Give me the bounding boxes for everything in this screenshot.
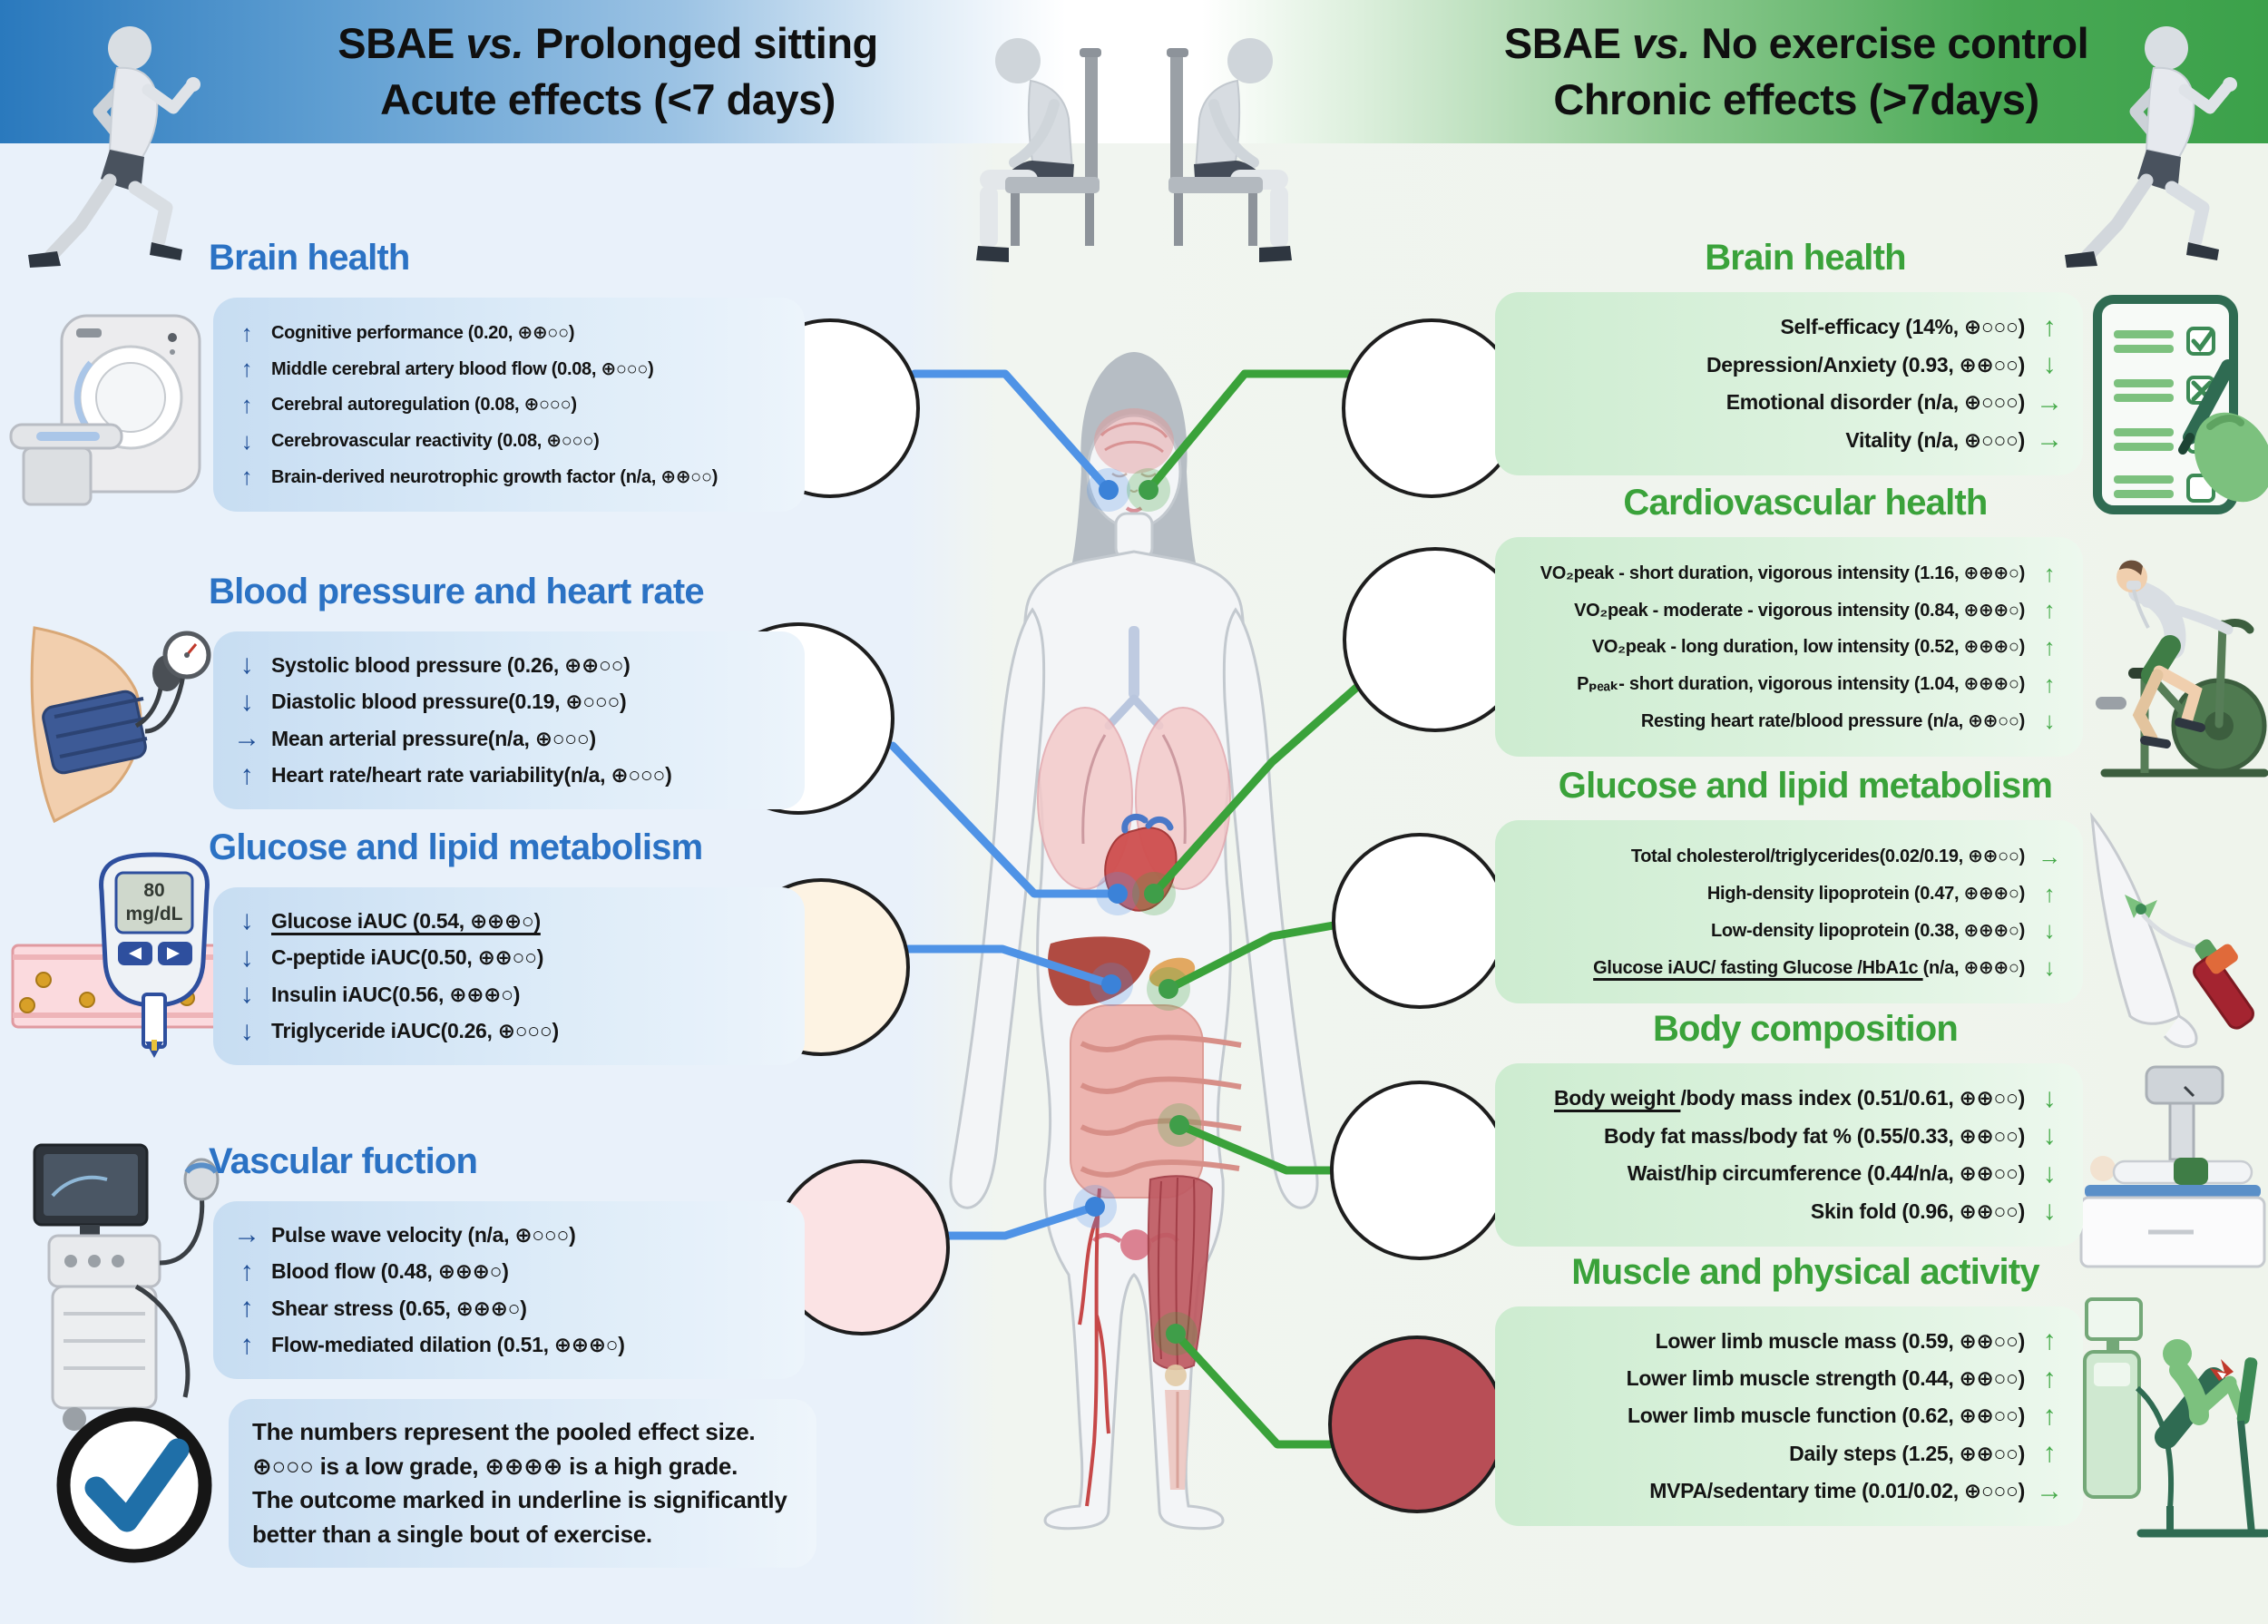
outcome-row: [231, 944, 787, 972]
legend-note-line: The numbers represent the pooled effect size.: [252, 1417, 756, 1445]
outcome-text: Heart rate/heart rate variability(n/a, ⊕○○○): [271, 763, 672, 788]
trend-down-icon: ↓: [2043, 954, 2056, 982]
outcome-row: [1725, 386, 2065, 417]
outcome-text: Body weight /body mass index (0.51/0.61, ⊕⊕○○): [1553, 1086, 2025, 1110]
trend-right-icon: →: [233, 723, 260, 754]
section-title-body-composition-right: Body composition: [1652, 1009, 1959, 1049]
outcome-row: [1789, 1440, 2065, 1467]
outcome-text: Middle cerebral artery blood flow (0.08, ⊕○○○): [271, 358, 654, 379]
body-scan-bed-icon: [2081, 1067, 2264, 1267]
trend-up-icon: ↑: [2042, 1400, 2057, 1431]
runner-icon: [28, 26, 200, 268]
outcome-text: High-density lipoprotein (0.47, ⊕⊕⊕○): [1706, 884, 2025, 905]
outcome-card-blood-pressure-left: [213, 631, 805, 809]
outcome-card-cardiovascular-right: [1495, 537, 2083, 757]
outcome-row: [231, 651, 787, 679]
outcome-row: [231, 1258, 787, 1286]
trend-up-icon: ↑: [240, 1256, 254, 1286]
outcome-text: Cerebral autoregulation (0.08, ⊕○○○): [271, 395, 577, 416]
outcome-text: Vitality (n/a, ⊕○○○): [1845, 427, 2025, 452]
outcome-text: Skin fold (0.96, ⊕⊕○○): [1810, 1198, 2025, 1223]
section-title-brain-health-left: Brain health: [209, 238, 410, 278]
outcome-text: MVPA/sedentary time (0.01/0.02, ⊕○○○): [1649, 1479, 2025, 1503]
outcome-row: [231, 1015, 787, 1046]
section-title-glucose-lipid-right: Glucose and lipid metabolism: [1558, 766, 2053, 806]
trend-up-icon: ↑: [2042, 1326, 2057, 1356]
trend-down-icon: ↓: [2043, 707, 2056, 735]
outcome-row: [231, 463, 787, 491]
trend-down-icon: ↓: [2042, 1120, 2057, 1151]
outcome-card-glucose-lipid-left: [213, 887, 805, 1065]
outcome-text: Flow-mediated dilation (0.51, ⊕⊕⊕○): [271, 1333, 625, 1357]
section-title-brain-health-right: Brain health: [1705, 238, 1906, 278]
outcome-row: [1627, 1400, 2065, 1431]
outcome-row: [1627, 1365, 2065, 1393]
section-title-muscle-activity-right: Muscle and physical activity: [1571, 1252, 2039, 1292]
muscle-callout-right: [1325, 1328, 1511, 1538]
trend-down-icon: ↓: [2042, 1082, 2057, 1113]
outcome-text: Cognitive performance (0.20, ⊕⊕○○): [271, 323, 575, 344]
outcome-card-brain-health-left: [213, 298, 805, 512]
outcome-text: Brain-derived neurotrophic growth factor (n/a, ⊕⊕○○): [271, 466, 719, 487]
right-title-line2: Chronic effects (>7days): [1553, 75, 2039, 123]
outcome-row: [1711, 918, 2065, 942]
outcome-text: Lower limb muscle function (0.62, ⊕⊕○○): [1627, 1404, 2025, 1428]
outcome-text: Triglyceride iAUC(0.26, ⊕○○○): [271, 1019, 559, 1043]
outcome-row: [231, 1295, 787, 1322]
trend-up-icon: ↑: [240, 759, 254, 790]
outcome-text: Shear stress (0.65, ⊕⊕⊕○): [271, 1296, 527, 1320]
sitting-person-left-icon: [976, 38, 1101, 262]
legend-note-line: ⊕○○○ is a low grade, ⊕⊕⊕⊕ is a high grade.: [252, 1452, 738, 1480]
outcome-text: Body fat mass/body fat % (0.55/0.33, ⊕⊕○○): [1603, 1123, 2025, 1148]
trend-right-icon: →: [233, 1219, 260, 1250]
outcome-row: [1540, 559, 2065, 587]
checklist-pen-icon: [2097, 299, 2268, 516]
outcome-text: Lower limb muscle mass (0.59, ⊕⊕○○): [1655, 1328, 2025, 1353]
legend-note-line: The outcome marked in underline is significantly: [252, 1486, 787, 1514]
outcome-text: Resting heart rate/blood pressure (n/a, ⊕⊕○○): [1640, 710, 2025, 731]
outcome-text: VO₂peak - moderate - vigorous intensity (0.84, ⊕⊕⊕○): [1574, 600, 2025, 621]
outcome-row: [1706, 351, 2065, 378]
blood-pressure-monitor-icon: [32, 628, 209, 821]
sitting-person-right-icon: [1167, 38, 1292, 262]
outcome-text: Blood flow (0.48, ⊕⊕⊕○): [271, 1259, 509, 1284]
outcome-row: [1591, 632, 2065, 660]
section-title-blood-pressure-left: Blood pressure and heart rate: [209, 572, 704, 611]
runner-icon: [2065, 26, 2237, 268]
trend-right-icon: →: [2038, 842, 2061, 870]
trend-down-icon: ↓: [240, 650, 254, 680]
outcome-text: Cerebrovascular reactivity (0.08, ⊕○○○): [271, 431, 600, 452]
mri-scanner-icon: [11, 316, 200, 504]
pancreas-callout-right: [1334, 835, 1506, 1007]
outcome-text: Self-efficacy (14%, ⊕○○○): [1780, 315, 2025, 339]
outcome-text: Lower limb muscle strength (0.44, ⊕⊕○○): [1626, 1366, 2025, 1391]
trend-down-icon: ↓: [240, 942, 254, 973]
meter-reading: 80: [143, 880, 165, 901]
outcome-row: [231, 1329, 787, 1360]
outcome-row: [1656, 1327, 2065, 1355]
section-title-glucose-lipid-left: Glucose and lipid metabolism: [209, 827, 703, 867]
trend-down-icon: ↓: [240, 905, 254, 936]
outcome-card-brain-health-right: [1495, 292, 2083, 475]
trend-up-icon: ↑: [2043, 596, 2056, 624]
outcome-text: Low-density lipoprotein (0.38, ⊕⊕⊕○): [1710, 920, 2025, 941]
right-title-line1: SBAE vs. No exercise control: [1503, 19, 2089, 67]
trend-right-icon: →: [2036, 425, 2063, 455]
outcome-text: Pₚₑₐₖ- short duration, vigorous intensity (1.04, ⊕⊕⊕○): [1577, 674, 2025, 695]
trend-right-icon: →: [2036, 386, 2063, 417]
outcome-row: [231, 907, 787, 934]
outcome-row: [1593, 954, 2065, 982]
outcome-text: Systolic blood pressure (0.26, ⊕⊕○○): [271, 652, 631, 677]
meter-unit: mg/dL: [125, 904, 183, 925]
outcome-row: [231, 1221, 787, 1248]
outcome-row: [1845, 426, 2065, 454]
trend-down-icon: ↓: [240, 1015, 254, 1046]
outcome-row: [1649, 1475, 2065, 1506]
section-title-cardiovascular-right: Cardiovascular health: [1623, 483, 1988, 523]
trend-down-icon: ↓: [240, 686, 254, 717]
outcome-card-muscle-activity-right: [1495, 1306, 2083, 1526]
exercise-bike-icon: [2096, 561, 2264, 773]
checkmark-icon: [64, 1414, 205, 1556]
trend-down-icon: ↓: [240, 979, 254, 1010]
outcome-text: Diastolic blood pressure(0.19, ⊕○○○): [271, 690, 627, 714]
outcome-text: VO₂peak - short duration, vigorous intensity (1.16, ⊕⊕⊕○): [1540, 563, 2025, 584]
outcome-row: [231, 318, 787, 347]
left-title-line1: SBAE vs. Prolonged sitting: [337, 19, 878, 67]
trend-up-icon: ↑: [2042, 1363, 2057, 1394]
outcome-text: C-peptide iAUC(0.50, ⊕⊕○○): [271, 945, 544, 970]
outcome-row: [1811, 1198, 2065, 1225]
outcome-row: [231, 426, 787, 455]
trend-up-icon: ↑: [240, 463, 253, 491]
adipose-tissue-callout-right: [1332, 1082, 1509, 1258]
outcome-row: [1630, 842, 2065, 870]
trend-up-icon: ↑: [240, 1329, 254, 1360]
ultrasound-machine-icon: [34, 1145, 218, 1431]
trend-down-icon: ↓: [2042, 1196, 2057, 1227]
outcome-row: [1780, 311, 2065, 342]
outcome-row: [1604, 1122, 2065, 1150]
trend-up-icon: ↑: [240, 355, 253, 383]
trend-up-icon: ↑: [2043, 670, 2056, 698]
outcome-card-vascular-function-left: [213, 1201, 805, 1379]
outcome-row: [231, 725, 787, 752]
outcome-row: [1628, 1160, 2065, 1188]
legend-note-card: [229, 1399, 816, 1568]
outcome-row: [1574, 596, 2065, 624]
brain-callout-right: [1344, 320, 1520, 496]
trend-right-icon: →: [2036, 1475, 2063, 1506]
outcome-card-body-composition-right: [1495, 1063, 2083, 1247]
trend-down-icon: ↓: [2042, 1158, 2057, 1189]
legend-note-line: better than a single bout of exercise.: [252, 1521, 652, 1549]
outcome-row: [1640, 707, 2065, 735]
outcome-row: [231, 390, 787, 418]
trend-up-icon: ↑: [2043, 632, 2056, 660]
outcome-row: [231, 981, 787, 1008]
outcome-row: [231, 355, 787, 383]
outcome-text: Emotional disorder (n/a, ⊕○○○): [1725, 390, 2025, 415]
trend-down-icon: ↓: [2042, 349, 2057, 380]
leg-press-machine-icon: [2085, 1299, 2266, 1533]
outcome-text: Depression/Anxiety (0.93, ⊕⊕○○): [1706, 352, 2025, 377]
outcome-text: Waist/hip circumference (0.44/n/a, ⊕⊕○○): [1627, 1161, 2025, 1186]
outcome-text: Daily steps (1.25, ⊕⊕○○): [1789, 1441, 2025, 1465]
outcome-text: Glucose iAUC (0.54, ⊕⊕⊕○): [271, 908, 541, 933]
trend-down-icon: ↓: [2043, 916, 2056, 944]
outcome-card-glucose-lipid-right: [1495, 820, 2083, 1003]
outcome-text: Total cholesterol/triglycerides(0.02/0.19, ⊕⊕○○): [1630, 846, 2025, 867]
outcome-row: [231, 759, 787, 790]
left-title-line2: Acute effects (<7 days): [380, 75, 836, 123]
trend-up-icon: ↑: [240, 390, 253, 418]
outcome-row: [1706, 879, 2065, 907]
outcome-text: Insulin iAUC(0.56, ⊕⊕⊕○): [271, 982, 521, 1006]
trend-up-icon: ↑: [240, 1293, 254, 1324]
outcome-text: Glucose iAUC/ fasting Glucose /HbA1c (n/a, ⊕⊕⊕○): [1593, 957, 2025, 978]
outcome-text: VO₂peak - long duration, low intensity (0.52, ⊕⊕⊕○): [1591, 637, 2025, 658]
trend-up-icon: ↑: [2042, 1438, 2057, 1469]
section-title-vascular-function-left: Vascular fuction: [209, 1141, 478, 1181]
outcome-text: Pulse wave velocity (n/a, ⊕○○○): [271, 1222, 576, 1247]
trend-up-icon: ↑: [2042, 311, 2057, 342]
trend-up-icon: ↑: [2043, 559, 2056, 587]
trend-up-icon: ↑: [2043, 879, 2056, 907]
outcome-row: [231, 686, 787, 717]
trend-down-icon: ↓: [240, 426, 253, 455]
trend-up-icon: ↑: [240, 318, 253, 347]
outcome-row: [1553, 1082, 2065, 1113]
outcome-row: [1577, 672, 2065, 696]
outcome-text: Mean arterial pressure(n/a, ⊕○○○): [271, 726, 596, 750]
